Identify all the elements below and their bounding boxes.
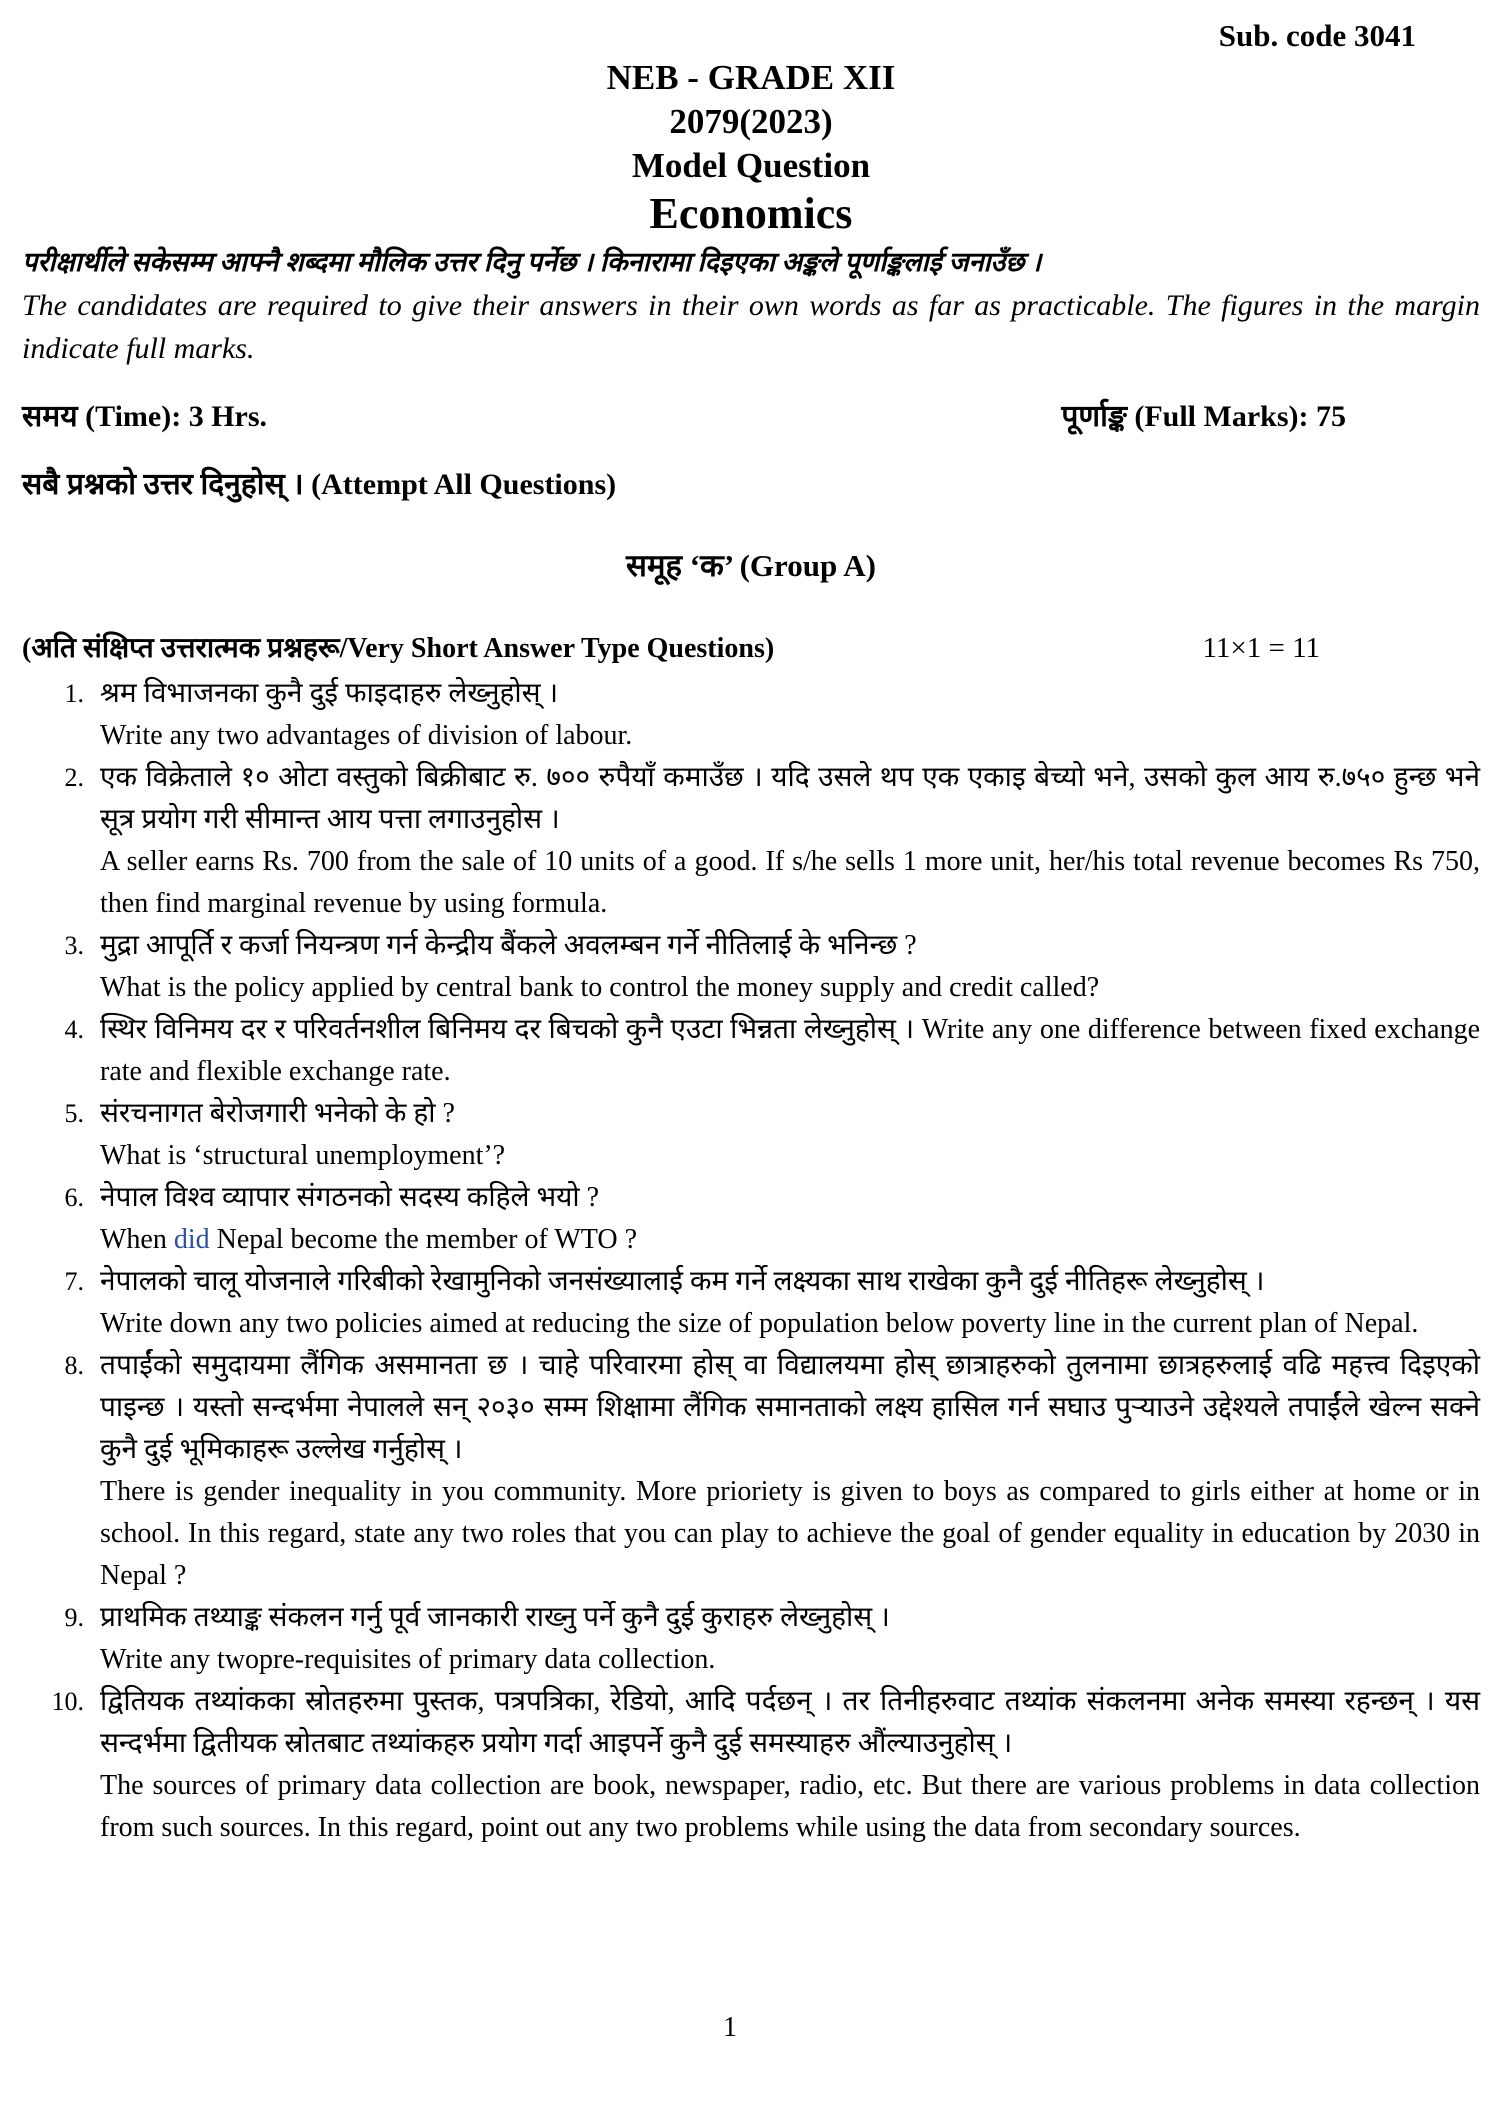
question-row-7 bbox=[22, 1261, 1480, 1345]
question-text-nepali: मुद्रा आपूर्ति र कर्जा नियन्त्रण गर्न केन्द्रीय बैंकले अवलम्बन गर्ने नीतिलाई के भनिन्छ ? bbox=[100, 930, 917, 961]
instruction-english: The candidates are required to give their answers in their own words as far as practicable. The figures in the margin indicate full marks. bbox=[22, 289, 1480, 365]
question-row-3 bbox=[22, 925, 1480, 1009]
question-text-nepali: श्रम विभाजनका कुनै दुई फाइदाहरु लेख्नुहोस् । bbox=[100, 678, 559, 709]
question-list bbox=[22, 673, 1480, 1849]
question-number: 4. bbox=[64, 1015, 84, 1044]
question-text-english: What is ‘structural unemployment’? bbox=[100, 1140, 506, 1171]
question-text-english bbox=[100, 1219, 1480, 1261]
question-body bbox=[100, 757, 1480, 925]
question-number: 6. bbox=[64, 1183, 84, 1212]
question-row-10 bbox=[22, 1681, 1480, 1849]
time-marks-row bbox=[22, 396, 1480, 438]
question-text-english-part: When bbox=[100, 1224, 174, 1255]
question-body bbox=[100, 1261, 1480, 1345]
question-body bbox=[100, 1009, 1480, 1093]
subject-code: Sub. code 3041 bbox=[1218, 18, 1416, 53]
question-text-english: Write any twopre-requisites of primary data collection. bbox=[100, 1644, 716, 1675]
question-number: 1. bbox=[64, 679, 84, 708]
page-number: 1 bbox=[723, 2012, 737, 2043]
question-number: 3. bbox=[64, 931, 84, 960]
question-text-english: Write any one difference between fixed exchange rate and flexible exchange rate. bbox=[100, 1014, 1480, 1087]
time-allowed: समय (Time): 3 Hrs. bbox=[22, 400, 268, 433]
section-marks: 11×1 = 11 bbox=[1202, 632, 1320, 664]
question-text-english: The sources of primary data collection are book, newspaper, radio, etc. But there are various problems in data collection from such sources. In this regard, point out any two problems while using the data from secondary sources. bbox=[100, 1770, 1480, 1843]
question-row-9 bbox=[22, 1597, 1480, 1681]
question-body bbox=[100, 1681, 1480, 1849]
question-row-5 bbox=[22, 1093, 1480, 1177]
board-grade-title: NEB - GRADE XII bbox=[606, 58, 896, 97]
question-number: 8. bbox=[64, 1351, 84, 1380]
question-number: 7. bbox=[64, 1267, 84, 1296]
question-text-mixed bbox=[100, 1009, 1480, 1093]
question-number: 2. bbox=[64, 763, 84, 792]
question-number: 9. bbox=[64, 1603, 84, 1632]
question-row-8 bbox=[22, 1345, 1480, 1597]
group-a-title: समूह ‘क’ (Group A) bbox=[626, 548, 876, 583]
question-text-english: A seller earns Rs. 700 from the sale of 10 units of a good. If s/he sells 1 more unit, her/his total revenue becomes Rs 750, then find marginal revenue by using formula. bbox=[100, 846, 1480, 919]
exam-year: 2079(2023) bbox=[669, 102, 833, 141]
question-text-english: There is gender inequality in you community. More prioriety is given to boys as compared to girls either at home or in school. In this regard, state any two roles that you can play to achieve the goal of gender equality in education by 2030 in Nepal ? bbox=[100, 1476, 1480, 1591]
question-text-nepali: एक विक्रेताले १० ओटा वस्तुको बिक्रीबाट रु. ७०० रुपैयाँ कमाउँछ । यदि उसले थप एक एकाइ बेच्यो भने, उसको कुल आय रु.७५० हुन्छ भने सूत्र प्रयोग गरी सीमान्त आय पत्ता लगाउनुहोस । bbox=[100, 762, 1480, 835]
question-number: 5. bbox=[64, 1099, 84, 1128]
question-body bbox=[100, 673, 1480, 757]
paper-type: Model Question bbox=[631, 146, 871, 185]
question-body bbox=[100, 1345, 1480, 1597]
subject-title: Economics bbox=[649, 189, 853, 238]
section-heading: (अति संक्षिप्त उत्तरात्मक प्रश्नहरू/Very Short Answer Type Questions) bbox=[22, 633, 775, 664]
highlighted-word: did bbox=[173, 1224, 210, 1255]
question-row-2 bbox=[22, 757, 1480, 925]
question-text-nepali: स्थिर विनिमय दर र परिवर्तनशील बिनिमय दर बिचको कुनै एउटा भिन्नता लेख्नुहोस् । bbox=[100, 1014, 915, 1045]
question-body bbox=[100, 1597, 1480, 1681]
question-text-nepali: संरचनागत बेरोजगारी भनेको के हो ? bbox=[100, 1098, 455, 1129]
question-row-1 bbox=[22, 673, 1480, 757]
question-number: 10. bbox=[51, 1687, 84, 1716]
question-text-nepali: तपाईंको समुदायमा लैंगिक असमानता छ । चाहे परिवारमा होस् वा विद्यालयमा होस् छात्राहरुको तुलनामा छात्रहरुलाई वढि महत्त्व दिइएको पाइन्छ । यस्तो सन्दर्भमा नेपालले सन् २०३० सम्म शिक्षामा लैंगिक समानताको लक्ष्य हासिल गर्न सघाउ पुर्‍याउने उद्देश्यले तपाईंले खेल्न सक्ने कुनै दुई भूमिकाहरू उल्लेख गर्नुहोस् । bbox=[100, 1350, 1480, 1465]
question-text-nepali: नेपालको चालू योजनाले गरिबीको रेखामुनिको जनसंख्यालाई कम गर्ने लक्ष्यका साथ राखेका कुनै दुई नीतिहरू लेख्नुहोस् । bbox=[100, 1266, 1265, 1297]
section-heading-row bbox=[22, 628, 1480, 669]
question-text-nepali: द्वितियक तथ्यांकका स्रोतहरुमा पुस्तक, पत्रपत्रिका, रेडियो, आदि पर्दछन् । तर तिनीहरुवाट तथ्यांक संकलनमा अनेक समस्या रहन्छन् । यस सन्दर्भमा द्वितीयक स्रोतबाट तथ्यांकहरु प्रयोग गर्दा आइपर्ने कुनै दुई समस्याहरु औंल्याउनुहोस् । bbox=[100, 1686, 1480, 1759]
question-body bbox=[100, 1177, 1480, 1261]
instruction-nepali: परीक्षार्थीले सकेसम्म आफ्नै शब्दमा मौलिक उत्तर दिनु पर्नेछ । किनारामा दिइएका अङ्कले पूर्णाङ्कलाई जनाउँछ । bbox=[22, 247, 1042, 277]
question-body bbox=[100, 1093, 1480, 1177]
attempt-all-instruction: सबै प्रश्नको उत्तर दिनुहोस् । (Attempt All Questions) bbox=[22, 468, 617, 501]
question-text-english: Write down any two policies aimed at reducing the size of population below poverty line in the current plan of Nepal. bbox=[100, 1308, 1419, 1339]
question-text-english: What is the policy applied by central bank to control the money supply and credit called? bbox=[100, 972, 1100, 1003]
question-row-6 bbox=[22, 1177, 1480, 1261]
question-body bbox=[100, 925, 1480, 1009]
question-text-nepali: प्राथमिक तथ्याङ्क संकलन गर्नु पूर्व जानकारी राख्नु पर्ने कुनै दुई कुराहरु लेख्नुहोस् । bbox=[100, 1602, 890, 1633]
question-text-english-part: Nepal become the member of WTO ? bbox=[209, 1224, 637, 1255]
full-marks: पूर्णाङ्क (Full Marks): 75 bbox=[1061, 400, 1346, 433]
question-text-english: Write any two advantages of division of labour. bbox=[100, 720, 633, 751]
question-text-nepali: नेपाल विश्व व्यापार संगठनको सदस्य कहिले भयो ? bbox=[100, 1182, 600, 1213]
question-row-4 bbox=[22, 1009, 1480, 1093]
